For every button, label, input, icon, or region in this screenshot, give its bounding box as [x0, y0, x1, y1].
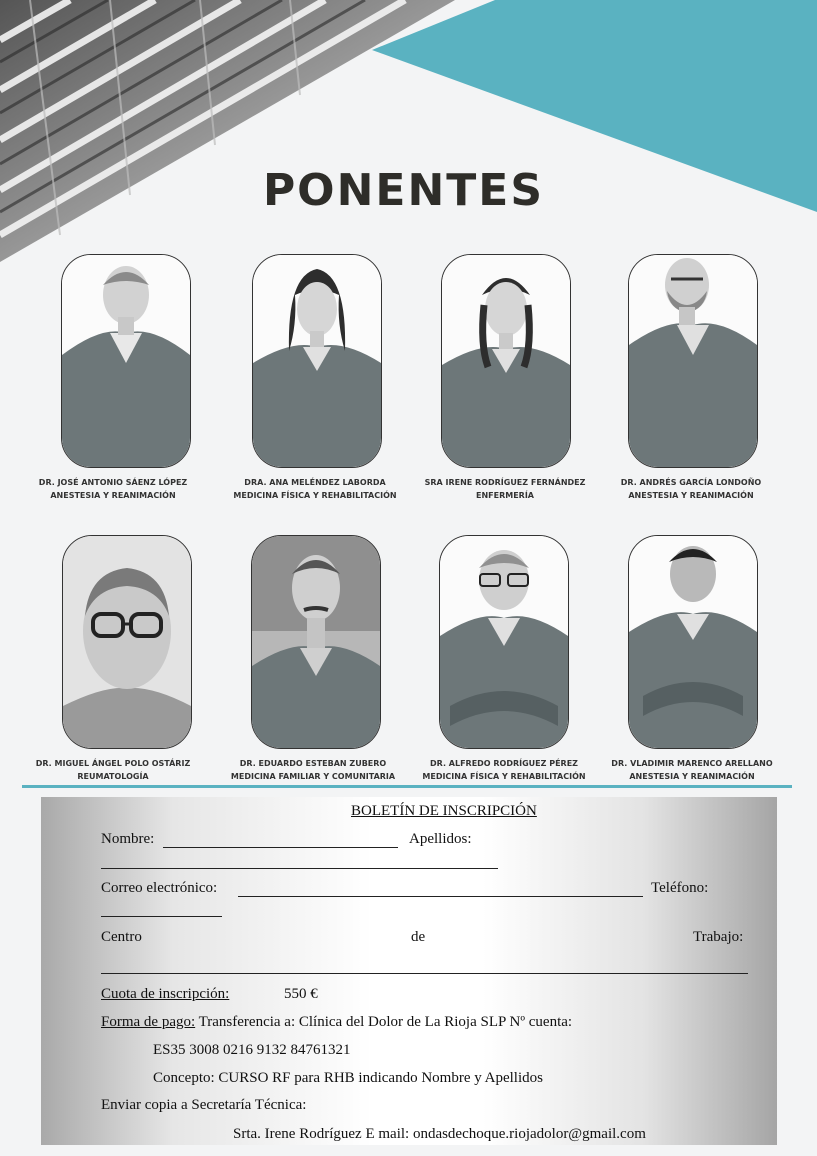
apellidos-label: Apellidos: [409, 831, 472, 847]
speaker-photo [441, 254, 571, 468]
registration-form [41, 797, 777, 1145]
speaker-card [410, 254, 600, 504]
centro-trabajo-field[interactable] [101, 973, 748, 974]
speaker-name: DR. ALFREDO RODRÍGUEZ PÉREZ [430, 759, 578, 768]
speaker-specialty: ANESTESIA Y REANIMACIÓN [629, 772, 755, 781]
speaker-card [18, 535, 208, 785]
cuota-label: Cuota de inscripción: [101, 986, 230, 1002]
form-title: BOLETÍN DE INSCRIPCIÓN [351, 803, 537, 819]
speaker-card [409, 535, 599, 785]
speaker-photo [628, 254, 758, 468]
pago-label: Forma de pago: [101, 1014, 196, 1030]
speaker-specialty: ENFERMERÍA [475, 491, 534, 500]
speaker-name: DR. VLADIMIR MARENCO ARELLANO [611, 759, 773, 768]
speaker-card [220, 254, 410, 504]
de-label: de [411, 929, 426, 945]
cuota-value: 550 € [284, 986, 318, 1002]
speaker-specialty: ANESTESIA Y REANIMACIÓN [50, 491, 176, 500]
speaker-card [596, 254, 786, 504]
header-decoration [0, 0, 817, 270]
speaker-photo [252, 254, 382, 468]
speaker-photo [439, 535, 569, 749]
speaker-name: DR. ANDRÉS GARCÍA LONDOÑO [620, 478, 762, 487]
copia-text: Enviar copia a Secretaría Técnica: [101, 1097, 307, 1113]
telefono-field[interactable] [101, 916, 222, 917]
speaker-name: DR. EDUARDO ESTEBAN ZUBERO [239, 759, 387, 768]
speaker-card [218, 535, 408, 785]
concepto-text: Concepto: CURSO RF para RHB indicando Nombre y Apellidos [153, 1070, 543, 1086]
pago-line [101, 1014, 572, 1031]
centro-label: Centro [101, 929, 142, 945]
speaker-specialty: MEDICINA FÍSICA Y REHABILITACIÓN [422, 772, 586, 781]
correo-field[interactable] [238, 896, 643, 897]
speaker-photo [251, 535, 381, 749]
speaker-card [597, 535, 787, 785]
architecture-image [0, 0, 455, 262]
nombre-field[interactable] [163, 847, 398, 848]
speaker-card [18, 254, 208, 504]
speaker-photo [62, 535, 192, 749]
apellidos-field[interactable] [101, 868, 498, 869]
speaker-specialty: MEDICINA FAMILIAR Y COMUNITARIA [230, 772, 396, 781]
speaker-photo [628, 535, 758, 749]
contacto-text: Srta. Irene Rodríguez E mail: ondasdechoque.riojadolor@gmail.com [233, 1126, 646, 1142]
speaker-name: DRA. ANA MELÉNDEZ LABORDA [244, 478, 386, 487]
speaker-name: DR. JOSÉ ANTONIO SÁENZ LÓPEZ [38, 478, 188, 487]
cuenta-number: ES35 3008 0216 9132 84761321 [153, 1042, 351, 1058]
speaker-name: SRA IRENE RODRÍGUEZ FERNÁNDEZ [424, 478, 586, 487]
speaker-name: DR. MIGUEL ÁNGEL POLO OSTÁRIZ [35, 759, 191, 768]
page-title: PONENTES [262, 165, 545, 216]
telefono-label: Teléfono: [651, 880, 709, 896]
speaker-photo [61, 254, 191, 468]
pago-text: Transferencia a: Clínica del Dolor de La Rioja SLP Nº cuenta: [198, 1014, 573, 1030]
section-divider [22, 785, 792, 788]
speaker-specialty: MEDICINA FÍSICA Y REHABILITACIÓN [233, 491, 397, 500]
speaker-specialty: ANESTESIA Y REANIMACIÓN [628, 491, 754, 500]
correo-label: Correo electrónico: [101, 880, 218, 896]
nombre-label: Nombre: [101, 831, 155, 847]
trabajo-label: Trabajo: [693, 929, 744, 945]
speaker-specialty: REUMATOLOGÍA [77, 772, 149, 781]
